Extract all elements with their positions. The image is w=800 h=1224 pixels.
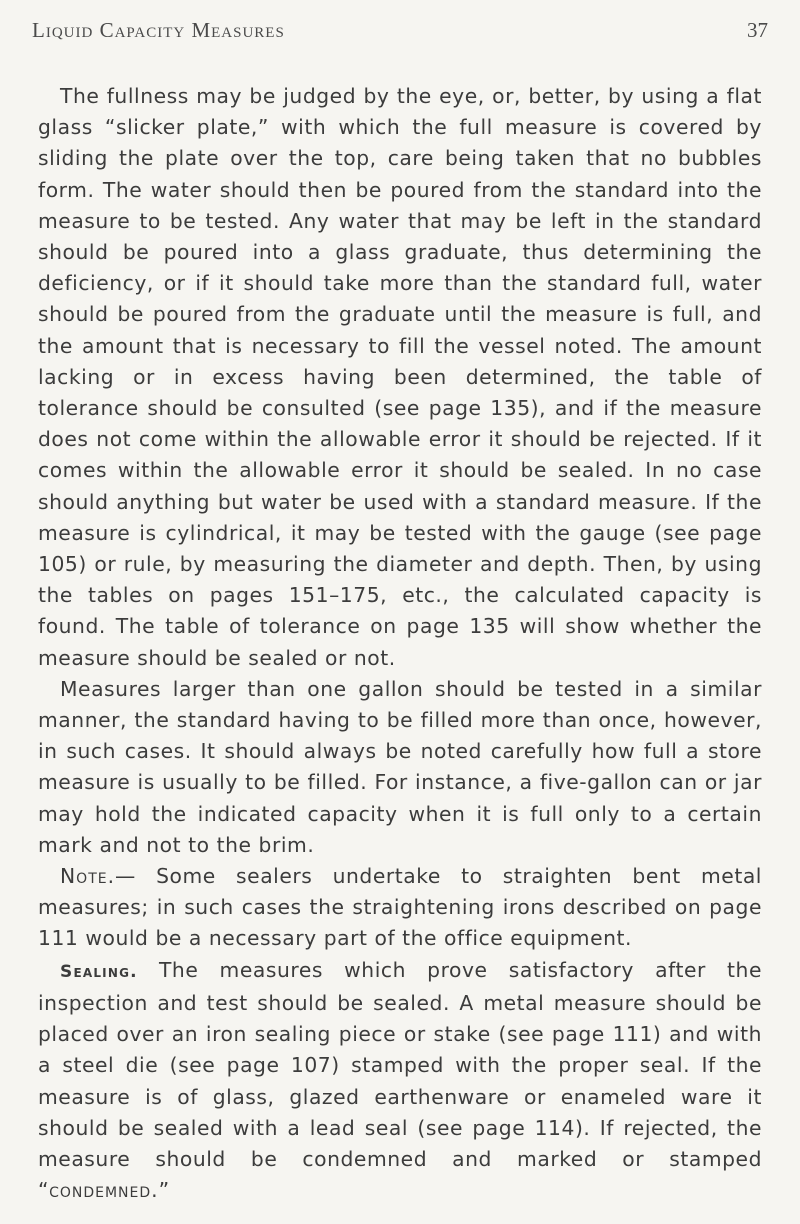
paragraph-testing-procedure: The fullness may be judged by the eye, or, better, by using a flat glass “slicker plate,” with which the full measure is covered by sliding the plate over the top, care being taken that no bubbles form. The water should then be poured from the standard into the measure to be tested. Any water that may be left in the standard should be poured into a glass graduate, thus determining the deficiency, or if it should take more than the standard full, water should be poured from the graduate until the measure is full, and the amount that is necessary to fill the vessel noted. The amount lacking or in excess having been determined, the table of tolerance should be consulted (see page 135), and if the measure does not come within the allowable error it should be rejected. If it comes within the allowable error it should be sealed. In no case should anything but water be used with a standard measure. If the measure is cylindrical, it may be tested with the gauge (see page 105) or rule, by measuring the diameter and depth. Then, by using the tables on pages 151–175, etc., the calculated capacity is found. The table of tolerance on page 135 will show whether the measure should be sealed or not. [38,84,762,670]
condemned-stamp-word: condemned. [49,1178,159,1203]
sealing-closing-quote: ” [158,1178,170,1203]
body-text [38,81,762,1206]
note-label: Note. [60,864,116,889]
paragraph-sealing [38,955,762,1207]
note-text: — Some sealers undertake to straighten bent metal measures; in such cases the straightening irons described on page 111 would be a necessary part of the office equipment. [38,864,762,951]
page-number: 37 [747,18,768,42]
paragraph-note [38,861,762,955]
sealing-heading: Sealing. [60,961,138,982]
running-title: Liquid Capacity Measures [32,18,285,42]
sealing-text: The measures which prove satisfactory after the inspection and test should be sealed. A metal measure should be placed over an iron sealing piece or stake (see page 111) and with a steel die (see page 107) stamped with the proper seal. If the measure is of glass, glazed earthenware or enameled ware it should be sealed with a lead seal (see page 114). If rejected, the measure should be condemned and marked or stamped “ [38,957,762,1203]
paragraph-larger-measures: Measures larger than one gallon should be tested in a similar manner, the standard having to be filled more than once, however, in such cases. It should always be noted carefully how full a store measure is usually to be filled. For instance, a five-gallon can or jar may hold the indicated capacity when it is full only to a certain mark and not to the brim. [38,676,762,857]
